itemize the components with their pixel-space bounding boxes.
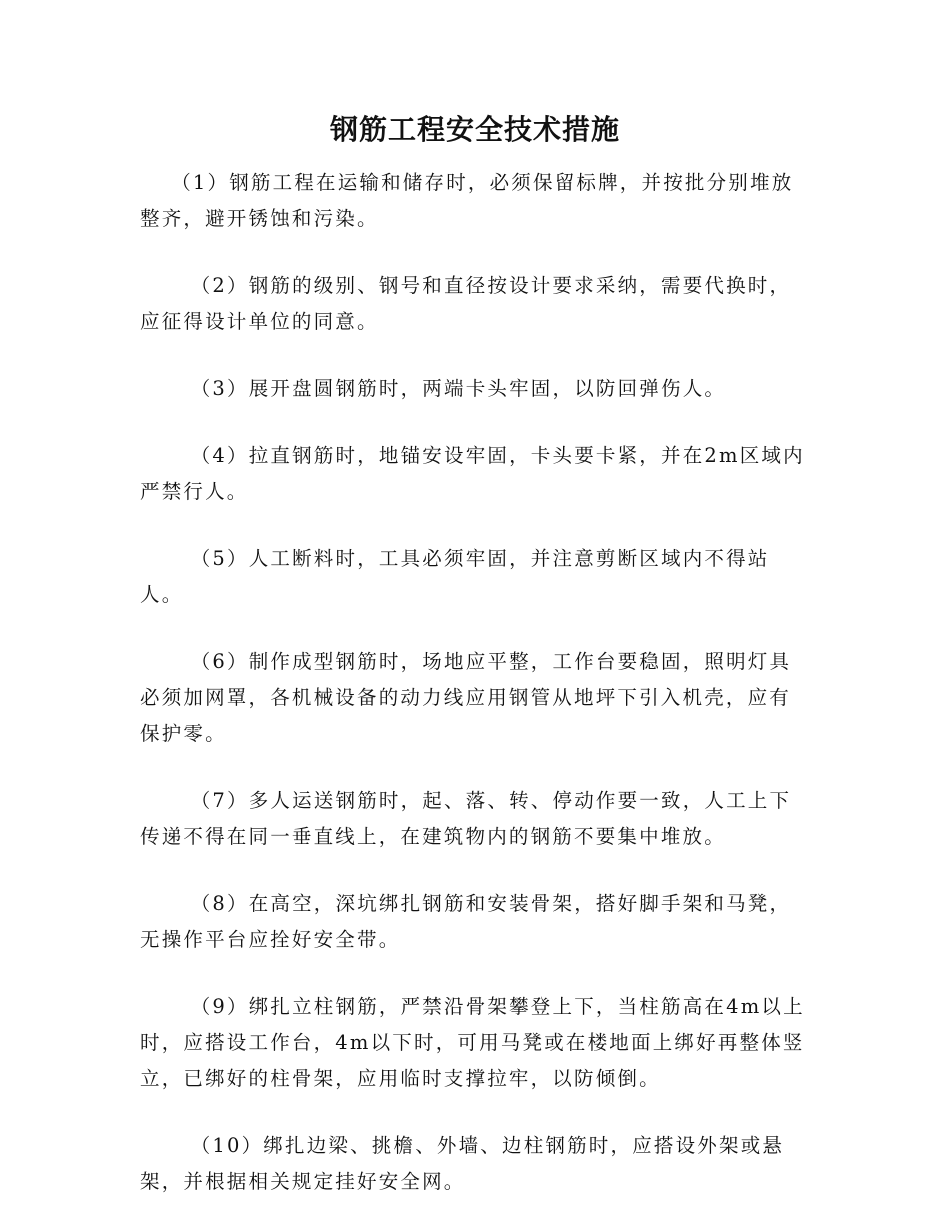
paragraph-10: （10）绑扎边梁、挑檐、外墙、边柱钢筋时，应搭设外架或悬架，并根据相关规定挂好安全网。 (140, 1134, 785, 1193)
paragraph-3: （3）展开盘圆钢筋时，两端卡头牢固，以防回弹伤人。 (190, 377, 727, 400)
paragraph-2: （2）钢筋的级别、钢号和直径按设计要求采纳，需要代换时，应征得设计单位的同意。 (140, 274, 792, 333)
document-body (140, 165, 805, 1231)
page-title: 钢筋工程安全技术措施 (329, 113, 620, 146)
paragraph-6: （6）制作成型钢筋时，场地应平整，工作台要稳固，照明灯具必须加网罩，各机械设备的动力线应用钢管从地坪下引入机壳，应有保护零。 (140, 650, 792, 745)
paragraph-1: （1）钢筋工程在运输和储存时，必须保留标牌，并按批分别堆放整齐，避开锈蚀和污染。 (140, 171, 794, 230)
paragraph-5: （5）人工断料时，工具必须牢固，并注意剪断区域内不得站人。 (140, 547, 770, 606)
paragraph-8: （8）在高空，深坑绑扎钢筋和安装骨架，搭好脚手架和马凳，无操作平台应拴好安全带。 (140, 892, 792, 951)
paragraph-9: （9）绑扎立柱钢筋，严禁沿骨架攀登上下，当柱筋高在4m以上时，应搭设工作台，4m以下时，可用马凳或在楼地面上绑好再整体竖立，已绑好的柱骨架，应用临时支撑拉牢，以防倾倒。 (140, 995, 805, 1090)
paragraph-4: （4）拉直钢筋时，地锚安设牢固，卡头要卡紧，并在2m区域内严禁行人。 (140, 444, 805, 503)
paragraph-7: （7）多人运送钢筋时，起、落、转、停动作要一致，人工上下传递不得在同一垂直线上，在建筑物内的钢筋不要集中堆放。 (140, 789, 792, 848)
